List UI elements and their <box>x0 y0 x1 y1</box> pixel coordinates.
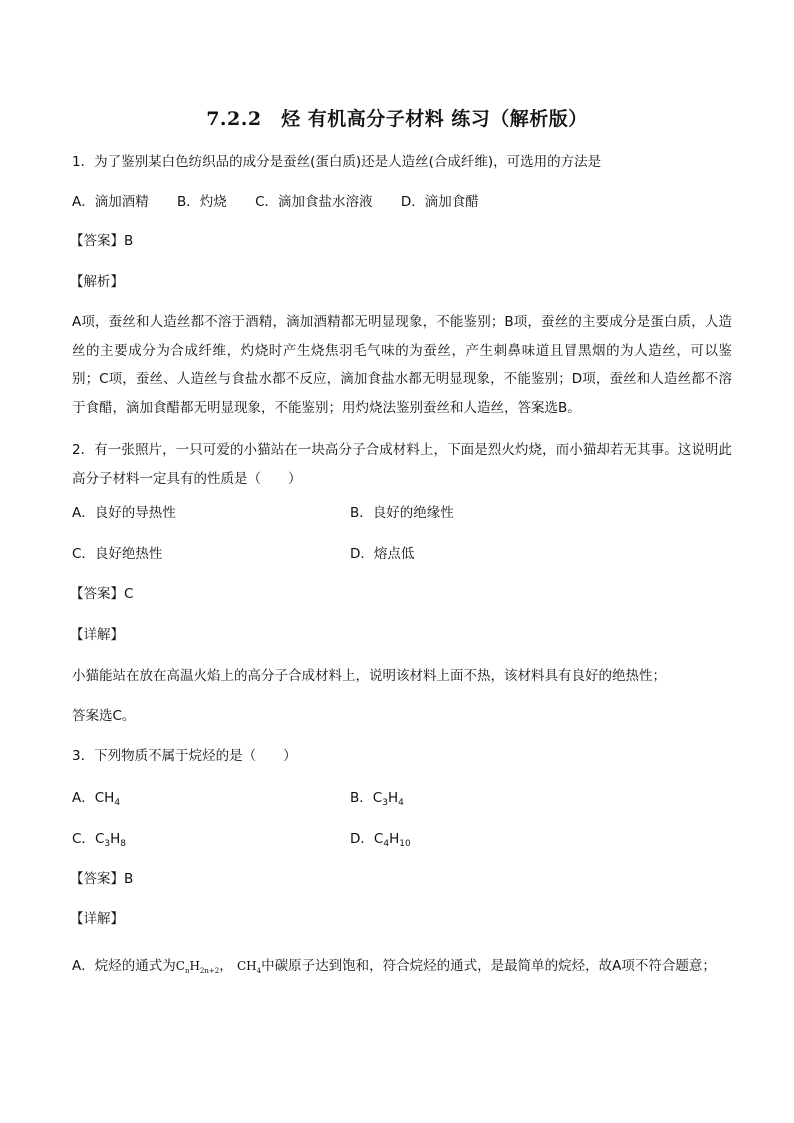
q3-option-a-formula <box>95 790 120 806</box>
formula-subscript: 4 <box>256 967 262 975</box>
question-1-options <box>72 192 479 212</box>
q1-option-d: D．滴加食醋 <box>400 194 479 210</box>
page-title: 7.2.2 烃 有机高分子材料 练习（解析版） <box>206 108 588 130</box>
formula-part: H <box>389 831 400 847</box>
formula-part: H <box>189 959 200 973</box>
question-3-answer: 【答案】B <box>70 871 134 887</box>
q3-option-c <box>72 829 126 849</box>
q3-option-d <box>350 829 411 849</box>
question-2-detail-label: 【详解】 <box>70 627 124 643</box>
q1-option-c: C．滴加食盐水溶液 <box>255 194 373 210</box>
methane-formula <box>237 959 261 973</box>
question-1-answer: 【答案】B <box>70 233 134 249</box>
q3-option-b-formula <box>373 790 404 806</box>
q3-detail-prefix: A．烷烃的通式为 <box>72 958 176 974</box>
q3-option-c-label: C． <box>72 831 95 847</box>
question-2-stem: 2．有一张照片，一只可爱的小猫站在一块高分子合成材料上，下面是烈火灼烧，而小猫却若无其事。这说明此高分子材料一定具有的性质是（ ） <box>72 442 732 487</box>
q2-option-a: A．良好的导热性 <box>72 505 176 521</box>
q3-detail-comma: ， <box>219 958 233 974</box>
q3-option-d-formula <box>374 831 411 847</box>
q1-option-a: A．滴加酒精 <box>72 194 149 210</box>
formula-subscript: 4 <box>114 798 121 808</box>
alkane-general-formula <box>176 959 219 973</box>
question-1-analysis: A项，蚕丝和人造丝都不溶于酒精，滴加酒精都无明显现象，不能鉴别；B项，蚕丝的主要成分是蛋白质，人造丝的主要成分为合成纤维，灼烧时产生烧焦羽毛气味的为蚕丝，产生刺鼻味道且冒黑烟的为人造丝，可以鉴别；C项，蚕丝、人造丝与食盐水都不反应，滴加食盐水都无明显现象，不能鉴别；D项，蚕丝和人造丝都不溶于食醋，滴加食醋都无明显现象，不能鉴别；用灼烧法鉴别蚕丝和人造丝，答案选B。 <box>72 314 732 416</box>
question-1-stem: 1．为了鉴别某白色纺织品的成分是蚕丝(蛋白质)还是人造丝(合成纤维)，可选用的方法是 <box>72 154 602 170</box>
formula-subscript: 3 <box>382 798 388 808</box>
q2-option-c: C．良好绝热性 <box>72 546 163 562</box>
formula-part: C <box>373 831 384 847</box>
formula-subscript: n <box>184 967 190 975</box>
formula-part: CH <box>237 959 257 973</box>
formula-part: H <box>387 790 399 806</box>
formula-subscript: 2n+2 <box>199 967 220 975</box>
q3-detail-suffix: 中碳原子达到饱和，符合烷烃的通式，是最简单的烷烃，故A项不符合题意； <box>261 958 716 974</box>
formula-part: CH <box>94 790 115 806</box>
q3-option-a <box>72 788 120 808</box>
q2-option-b: B．良好的绝缘性 <box>350 505 454 521</box>
question-2-answer: 【答案】C <box>70 586 134 602</box>
question-2-conclusion: 答案选C。 <box>72 708 136 724</box>
question-3-stem: 3．下列物质不属于烷烃的是（ ） <box>72 748 297 764</box>
formula-part: C <box>175 959 185 973</box>
formula-part: C <box>372 790 383 806</box>
question-2-detail: 小猫能站在放在高温火焰上的高分子合成材料上，说明该材料上面不热，该材料具有良好的绝热性； <box>72 668 666 684</box>
q1-option-b: B．灼烧 <box>177 194 227 210</box>
question-3-detail-label: 【详解】 <box>70 911 124 927</box>
formula-subscript: 4 <box>398 798 404 808</box>
formula-subscript: 8 <box>120 839 126 849</box>
formula-part: H <box>110 831 121 847</box>
q3-option-b-label: B． <box>350 790 373 806</box>
question-1-analysis-label: 【解析】 <box>70 274 124 290</box>
q2-option-d: D．熔点低 <box>350 546 415 562</box>
question-3-detail <box>72 952 732 981</box>
q3-option-a-label: A． <box>72 790 95 806</box>
formula-subscript: 4 <box>383 839 390 849</box>
q3-option-d-label: D． <box>350 831 374 847</box>
formula-subscript: 3 <box>104 839 111 849</box>
q3-option-c-formula <box>95 831 126 847</box>
formula-subscript: 10 <box>399 839 411 849</box>
q3-option-b <box>350 788 404 808</box>
formula-part: C <box>94 831 105 847</box>
